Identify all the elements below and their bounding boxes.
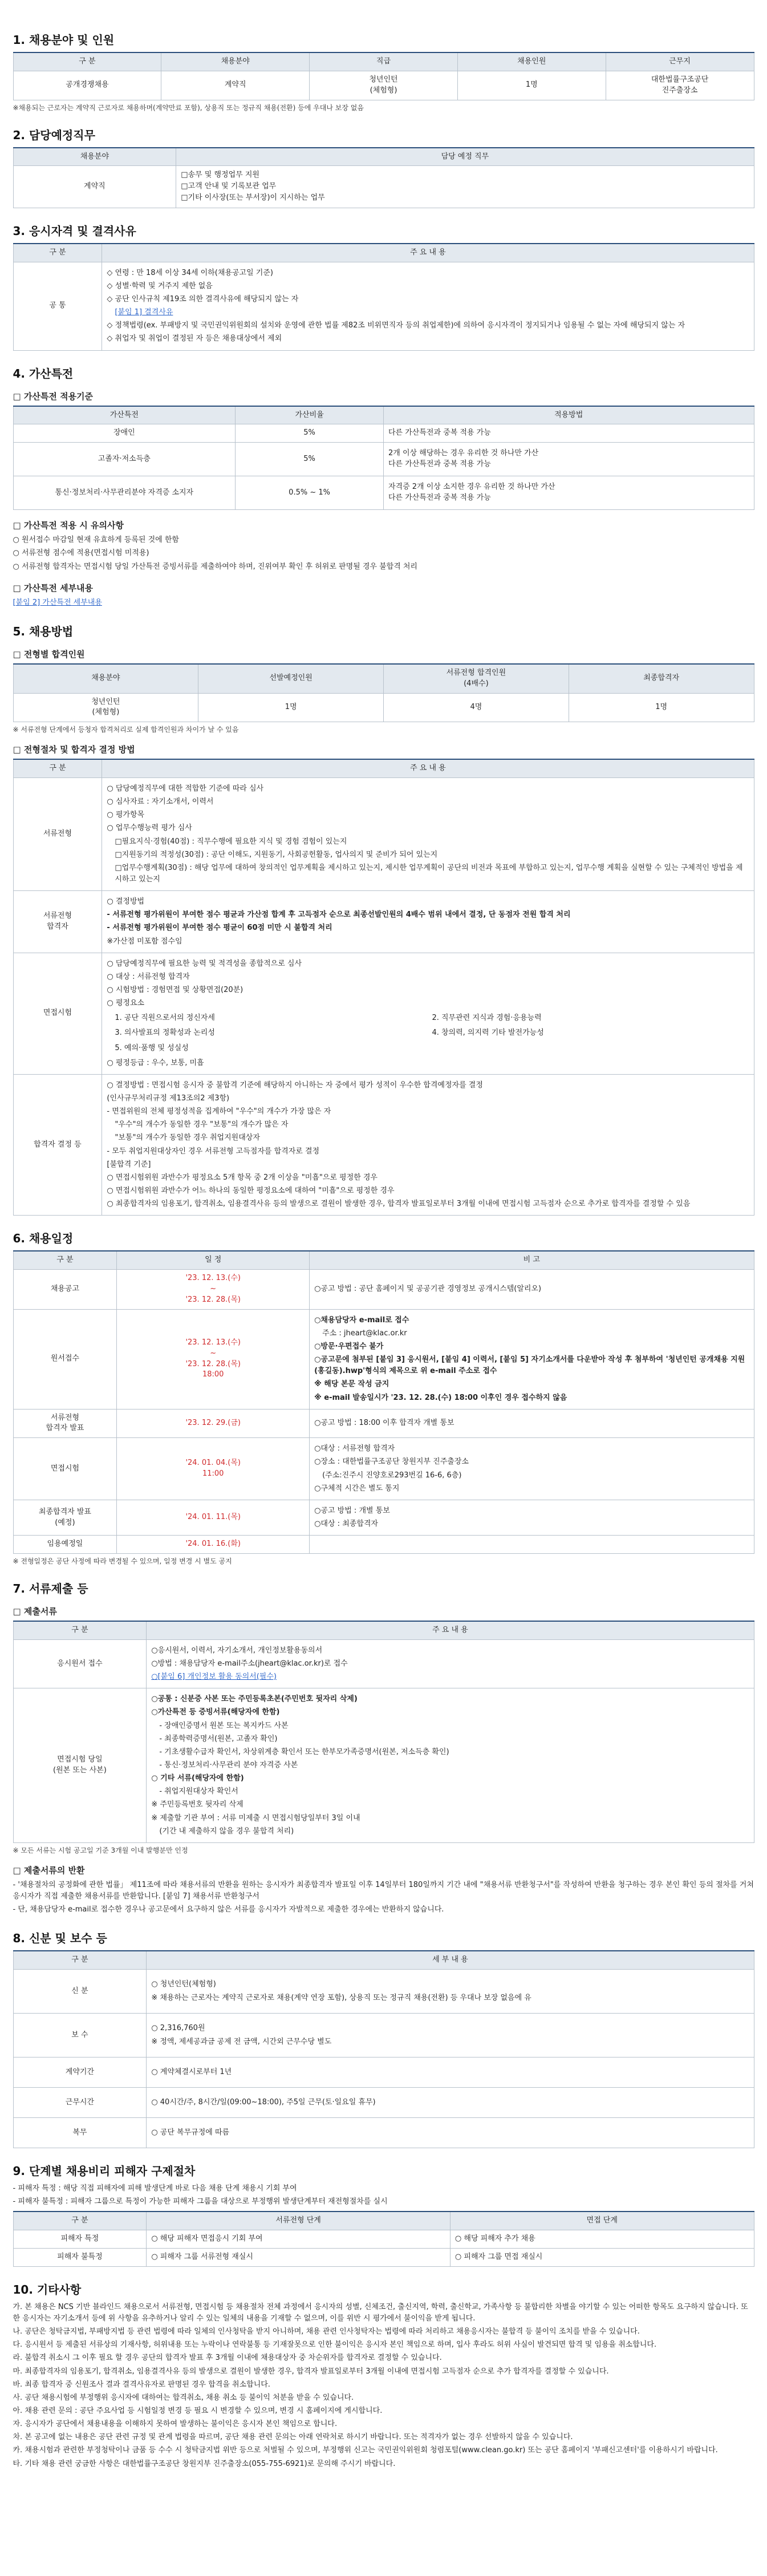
attachment-6-link[interactable]: ○[붙임 6] 개인정보 활용 동의서(필수) [151, 1672, 277, 1682]
list-item: ※ 정액, 제세공과금 공제 전 금액, 시간외 근무수당 별도 [151, 2037, 332, 2046]
date-text: ~ [210, 1284, 217, 1293]
date-text: 11:00 [202, 1469, 224, 1479]
list-item: 바. 최종 합격자 중 신원조사 결과 결격사유자로 판명된 경우 합격을 취소합니다. [13, 2380, 270, 2389]
rating-elements [107, 1011, 749, 1055]
schedule-date [117, 1270, 310, 1310]
table-header: 채용인원 [457, 52, 606, 71]
list-item: 2. 직무관련 지식과 경험·응용능력 [432, 1014, 542, 1023]
table-cell: 피해자 특정 [13, 2230, 147, 2249]
table-cell [147, 1639, 754, 1688]
paragraph: - 단, 채용담당자 e-mail로 접수한 경우나 공고문에서 요구하지 않은 서류를 응시자가 자발적으로 제출한 경우에는 반환하지 않습니다. [13, 1905, 444, 1914]
table-cell: 신 분 [13, 1970, 147, 2014]
table-cell: 대한법률구조공단 진주출장소 [606, 71, 754, 100]
subsection-title: □ 제출서류의 반환 [13, 1865, 85, 1876]
list-item: - 서류전형 평가위원이 부여한 점수 평균과 가산점 합계 후 고득점자 순으로 최종선발인원의 4배수 범위 내에서 결정, 단 동점자 전원 합격 처리 [107, 910, 571, 920]
table-cell [310, 1309, 754, 1409]
documents-table [13, 1621, 754, 1843]
list-item: ◇ 취업자 및 취업이 결정된 자 등은 채용대상에서 제외 [107, 334, 282, 343]
table-header: 가산비율 [236, 406, 384, 424]
list-item: ◇ 정책법령(ex. 부패방지 및 국민권익위원회의 설치와 운영에 관한 법률 제82조 비위면직자 등의 취업제한)에 의하여 응시자격이 정지되거나 임용될 수 없는 자에 해당되지 않는 자 [107, 321, 685, 330]
list-item: 주소 : jheart@klac.or.kr [322, 1328, 407, 1338]
section-title: 3. 응시자격 및 결격사유 [13, 224, 136, 238]
table-header: 채용분야 [13, 148, 176, 166]
list-item: [불합격 기준] [107, 1160, 151, 1169]
section-title: 8. 신분 및 보수 등 [13, 1931, 107, 1946]
list-item: ○공통 : 신분증 사본 또는 주민등록초본(주민번호 뒷자리 삭제) [151, 1695, 358, 1704]
list-item: ○ 대상 : 서류전형 합격자 [107, 972, 190, 981]
table-header: 구 분 [13, 1621, 147, 1639]
subsection-title: □ 가산특전 적용 시 유의사항 [13, 520, 124, 531]
list-item: ○ 청년인턴(체험형) [151, 1980, 216, 1989]
list-item: ○방문·우편접수 불가 [314, 1342, 384, 1351]
list-item: ○대상 : 서류전형 합격자 [314, 1444, 395, 1453]
table-cell: ○ 해당 피해자 추가 채용 [450, 2230, 754, 2249]
list-item: ○ 담당예정직무에 필요한 능력 및 적격성을 종합적으로 심사 [107, 959, 302, 968]
table-cell: 1명 [457, 71, 606, 100]
list-item: ○ 결정방법 [107, 897, 145, 906]
list-item: - 기초생활수급자 확인서, 차상위계층 확인서 또는 한부모가족증명서(원본, 저소득층 확인) [159, 1747, 449, 1756]
list-item: ○구체적 시간은 별도 통지 [314, 1484, 400, 1493]
list-item: ○ 면접시험위원 과반수가 어느 하나의 동일한 평정요소에 대하여 "미흡"으로 평정한 경우 [107, 1186, 395, 1195]
table-cell: 5% [236, 424, 384, 443]
table-cell: 계약기간 [13, 2057, 147, 2088]
table-header: 비 고 [310, 1251, 754, 1269]
table-header: 서류전형 단계 [147, 2212, 451, 2230]
section-title: 5. 채용방법 [13, 624, 74, 638]
list-item: "우수"의 개수가 동일한 경우 "보통"의 개수가 많은 자 [115, 1120, 289, 1129]
table-header: 주 요 내 용 [147, 1621, 754, 1639]
table-header: 주 요 내 용 [102, 759, 754, 777]
list-item: ◇ 연령 : 만 18세 이상 34세 이하(채용공고일 기준) [107, 268, 273, 277]
list-item: ※가산점 미포함 점수임 [107, 937, 182, 946]
date-text: ~ [210, 1348, 217, 1358]
list-item: 타. 기타 채용 관련 궁금한 사항은 대한법률구조공단 창원지부 진주출장소(055-755-6921)로 문의해 주시기 바랍니다. [13, 2459, 396, 2468]
list-item: 마. 최종합격자의 임용포기, 합격취소, 임용결격사유 등의 발생으로 결원이 발생한 경우, 합격자 발표일로부터 3개월 이내에 면접시험 고득점자 순으로 추가 합격자를 결정할 수 있습니다. [13, 2367, 609, 2376]
table-header: 일 정 [117, 1251, 310, 1269]
table-cell: 통신·정보처리·사무관리분야 자격증 소지자 [13, 476, 236, 510]
table-cell: 원서접수 [13, 1309, 117, 1409]
table-header: 구 분 [13, 1951, 147, 1969]
list-item: ○ 담당예정직무에 대한 적합한 기준에 따라 심사 [107, 784, 264, 793]
schedule-date [117, 1438, 310, 1500]
table-cell: 자격증 2개 이상 소지한 경우 유리한 것 하나만 가산 다른 가산특전과 중복 적용 가능 [383, 476, 754, 510]
paragraph: - 피해자 특정 : 해당 직접 피해자에 피해 발생단계 바로 다음 채용 단계 채용시 기회 부여 [13, 2184, 297, 2193]
note: ※ 전형일정은 공단 사정에 따라 변경될 수 있으며, 일정 변경 시 별도 공지 [13, 1557, 232, 1566]
list [181, 170, 749, 204]
list-item: 5. 예의·품행 및 성실성 [115, 1043, 189, 1052]
table-cell [102, 953, 754, 1074]
table-header: 세 부 내 용 [147, 1951, 754, 1969]
list-item: ※ 해당 본문 작성 금지 [314, 1380, 389, 1389]
note: ※ 모든 서류는 시험 공고일 기준 3개월 이내 발행분만 인정 [13, 1846, 188, 1854]
table-cell: 면접시험 [13, 1438, 117, 1500]
table-cell: 공 통 [13, 262, 102, 350]
date-text: 18:00 [202, 1370, 224, 1379]
table-cell: 계약직 [161, 71, 310, 100]
subsection-title: □ 전형절차 및 합격자 결정 방법 [13, 744, 135, 755]
recruit-field-table [13, 52, 754, 100]
list-item: 다. 응시원서 등 제출된 서류상의 기재사항, 허위내용 또는 누락이나 연락불통 등 기재잘못으로 인한 불이익은 응시자 본인 책임으로 하며, 입사 후라도 허위 사실이 발견되면 합격 및 임용을 취소합니다. [13, 2340, 657, 2350]
date-text: '23. 12. 13.(수) [185, 1274, 241, 1283]
schedule-table [13, 1250, 754, 1554]
list-item: 자. 응시자가 공단에서 채용내용을 이해하지 못하여 발생하는 불이익은 응시자 본인 책임으로 합니다. [13, 2420, 338, 2429]
table-header: 구 분 [13, 2212, 147, 2230]
list-item: ○ 심사자료 : 자기소개서, 이력서 [107, 797, 214, 807]
list-item: 라. 불합격 취소시 그 이후 필요 할 경우 공단의 합격자 발표 후 3개월 이내에 채용대상자 중 차순위자를 합격자로 결정할 수 있습니다. [13, 2354, 442, 2363]
list-item: - 취업지원대상자 확인서 [159, 1787, 238, 1796]
list-item: ※ 주민등록번호 뒷자리 삭제 [151, 1800, 244, 1809]
list-item: 아. 채용 관련 문의 : 공단 주요사업 등 시험일정 변경 등 필요 시 변경할 수 있으며, 변경 시 홈페이지에 게시합니다. [13, 2407, 383, 2416]
list-item: ○공고 방법 : 개별 통보 [314, 1506, 390, 1515]
table-cell: 서류전형 [13, 778, 102, 891]
list-item: ○ 서류전형 합격자는 면접시험 당일 가산특전 증빙서류를 제출하여야 하며, 진위여부 확인 후 허위로 판명될 경우 불합격 처리 [13, 562, 417, 571]
recruitment-notice [13, 0, 754, 2483]
date-text: '24. 01. 11.(목) [185, 1513, 241, 1522]
procedure-table [13, 759, 754, 1216]
table-header: 서류전형 합격인원 (4배수) [384, 664, 569, 693]
paragraph: - 피해자 불특정 : 피해자 그룹으로 특정이 가능한 피해자 그룹을 대상으로 부정행위 발생단계부터 재전형절차를 실시 [13, 2197, 388, 2206]
table-cell: 면접시험 당일 (원본 또는 사본) [13, 1688, 147, 1843]
list-item: ○공고 방법 : 18:00 이후 합격자 개별 통보 [314, 1419, 454, 1428]
section-title: 1. 채용분야 및 인원 [13, 33, 115, 47]
table-cell: 청년인턴 (체험형) [13, 693, 198, 722]
list-item: ○ 결정방법 : 면접시험 응시자 중 불합격 기준에 해당하지 아니하는 자 중에서 평가 성적이 우수한 합격예정자를 결정 [107, 1080, 483, 1089]
section-title: 9. 단계별 채용비리 피해자 구제절차 [13, 2164, 196, 2178]
table-cell: 피해자 불특정 [13, 2249, 147, 2267]
section-title: 7. 서류제출 등 [13, 1582, 88, 1596]
schedule-date [117, 1409, 310, 1438]
list-item: □송무 및 행정업무 지원 [181, 171, 259, 180]
table-cell: 청년인턴 (체험형) [310, 71, 458, 100]
list-item: ○ 계약체결시로부터 1년 [151, 2068, 232, 2077]
table-cell [147, 2014, 754, 2057]
list-item: - 장애인증명서 원본 또는 복지카드 사본 [159, 1721, 289, 1730]
list-item: ○응시원서, 이력서, 자기소개서, 개인정보활용동의서 [151, 1646, 323, 1655]
list-item: ○채용담당자 e-mail로 접수 [314, 1315, 409, 1325]
table-header: 최종합격자 [569, 664, 754, 693]
schedule-date [117, 1309, 310, 1409]
table-cell [310, 1500, 754, 1535]
list-item: - 면접위원의 전체 평정성적을 집계하여 "우수"의 개수가 가장 많은 자 [107, 1107, 331, 1116]
list-item: - 통신·정보처리·사무관리 분야 자격증 사본 [159, 1760, 298, 1769]
list-item: □기타 이사장(또는 부서장)이 지시하는 업무 [181, 193, 325, 202]
table-cell: 다른 가산특전과 중복 적용 가능 [383, 424, 754, 443]
table-header: 직급 [310, 52, 458, 71]
table-cell [310, 1438, 754, 1500]
schedule-date [117, 1536, 310, 1554]
table-header: 구 분 [13, 52, 161, 71]
table-cell [102, 1074, 754, 1215]
table-cell: 서류전형 합격자 발표 [13, 1409, 117, 1438]
list-item: ○ 평정등급 : 우수, 보통, 미흡 [107, 1058, 204, 1067]
table-cell: 면접시험 [13, 953, 102, 1074]
list-item: ○ 서류전형 점수에 적용(면접시험 미적용) [13, 549, 149, 558]
table-header: 채용분야 [13, 664, 198, 693]
status-pay-table [13, 1950, 754, 2148]
list-item: (주소:진주시 진양호로293번길 16-6, 6층) [322, 1471, 462, 1480]
list-item: 사. 공단 채용시험에 부정행위 응시자에 대하여는 합격취소, 채용 취소 등 불이익 처분을 받을 수 있습니다. [13, 2393, 354, 2402]
table-cell: 최종합격자 발표 (예정) [13, 1500, 117, 1535]
table-cell: 응시원서 접수 [13, 1639, 147, 1688]
list-item: 카. 채용시험과 관련한 부정청탁이나 금품 등 수수 시 청탁금지법 위반 등으로 처벌될 수 있으며, 부정행위 신고는 국민권익위원회 청렴포털(www.clean.go.kr) 또는 공단 홈페이지 '부패신고센터'를 이용하시기 바랍니다. [13, 2446, 718, 2455]
table-cell: 채용공고 [13, 1270, 117, 1310]
attachment-1-link[interactable]: [붙임 1] 결격사유 [115, 308, 173, 317]
subsection-title: □ 전형별 합격인원 [13, 649, 85, 659]
date-text: '24. 01. 04.(목) [185, 1459, 241, 1468]
table-cell: ○ 피해자 그룹 서류전형 재실시 [147, 2249, 451, 2267]
table-cell: 보 수 [13, 2014, 147, 2057]
date-text: '23. 12. 28.(목) [185, 1359, 241, 1368]
list-item: ○ 평정요소 [107, 999, 145, 1008]
table-cell: 4명 [384, 693, 569, 722]
note: ※ 서류전형 단계에서 등청자 합격처리로 실제 합격인원과 차이가 날 수 있음 [13, 726, 239, 734]
table-cell: 5% [236, 443, 384, 476]
list-item: ○ 기타 서류(해당자에 한함) [151, 1774, 244, 1783]
section-title: 4. 가산특전 [13, 366, 74, 380]
list-item: (인사규무처리규정 제13조의2 제3항) [107, 1094, 230, 1103]
date-text: '24. 01. 16.(화) [185, 1540, 241, 1549]
list-item: □고객 안내 및 기록보관 업무 [181, 182, 277, 191]
table-cell: 고졸자·저소득층 [13, 443, 236, 476]
table-cell [310, 1409, 754, 1438]
table-header: 면접 단계 [450, 2212, 754, 2230]
list-item: ○공고 방법 : 공단 홈페이지 및 공공기관 경영정보 공개시스템(알리오) [314, 1285, 542, 1294]
eligibility-table [13, 243, 754, 351]
subsection-title: □ 제출서류 [13, 1606, 57, 1617]
list-item: □지원동기의 적정성(30점) : 공단 이해도, 지원동기, 사회공헌활동, 업사의지 및 준비가 되어 있는지 [115, 850, 438, 859]
list-item: 4. 창의력, 의지력 기타 발전가능성 [432, 1028, 544, 1038]
section-title: 6. 채용일정 [13, 1232, 74, 1246]
list-item: ○ 2,316,760원 [151, 2024, 205, 2033]
table-header: 선발예정인원 [198, 664, 384, 693]
list-item: ※ 제출할 기관 부여 : 서류 미제출 시 면접시험당일부터 3일 이내 [151, 1813, 360, 1822]
table-header: 주 요 내 용 [102, 244, 754, 262]
table-cell: 임용예정일 [13, 1536, 117, 1554]
table-header: 채용분야 [161, 52, 310, 71]
list-item: ○ 면접시험위원 과반수가 평정요소 5개 항목 중 2개 이상을 "미흡"으로 평정한 경우 [107, 1173, 378, 1182]
section-title: 2. 담당예정직무 [13, 128, 95, 142]
table-cell [102, 778, 754, 891]
list-item: 3. 의사발표의 정확성과 논리성 [115, 1028, 215, 1038]
list-item: □필요지식·경험(40점) : 직무수행에 필요한 지식 및 경험 겸험이 있는지 [115, 837, 347, 846]
table-cell [147, 1688, 754, 1843]
table-cell: 근무시간 [13, 2088, 147, 2118]
table-cell [147, 2057, 754, 2088]
table-cell: 1명 [569, 693, 754, 722]
list-item: ○가산특전 등 증빙서류(해당자에 한함) [151, 1708, 280, 1717]
list-item: ○ 40시간/주, 8시간/일(09:00~18:00), 주5일 근무(토·일요일 휴무) [151, 2098, 376, 2107]
list-item: 1. 공단 직원으로서의 정신자세 [115, 1014, 215, 1023]
duty-table [13, 147, 754, 208]
list-item: ○공고문에 첨부된 [붙임 3] 응시원서, [붙임 4] 이력서, [붙임 5] 자기소개서를 다운받아 작성 후 첨부하여 '청년인턴 공개채용 지원(홍길동).hwp'형식의 제목으로 위 e-mail 주소로 접수 [314, 1355, 745, 1376]
table-cell [147, 2088, 754, 2118]
table-cell: 0.5% ~ 1% [236, 476, 384, 510]
table-cell: 2개 이상 해당하는 경우 유리한 것 하나만 가산 다른 가산특전과 중복 적용 가능 [383, 443, 754, 476]
table-cell [147, 1970, 754, 2014]
list-item: □업무수행계획(30점) : 해당 업무에 대하여 창의적인 업무계획을 제시하고 있는지, 제시한 업무계획이 공단의 비전과 목표에 부합하고 있는지, 업무수행 계획을 실현할 수 있는 구체적인 방법을 제시하고 있는지 [115, 863, 743, 884]
paragraph: - '채용절차의 공정화에 관한 법률」 제11조에 따라 채용서류의 반환을 원하는 응시자가 최종합격자 발표일 이후 14일부터 180일까지 기간 내에 "채용서류 반환청구서"를 작성하여 반환을 청구하는 경우 본인 확인 등의 절차를 거쳐 응시자가 직접 제출한 채용서류를 반환합니다. [붙임 7] 채용서류 반환청구서 [13, 1880, 754, 1901]
table-cell: ○ 피해자 그룹 면접 재실시 [450, 2249, 754, 2267]
table-cell [310, 1270, 754, 1310]
table-cell: 1명 [198, 693, 384, 722]
list-item: ○ 시험방법 : 경험면접 및 상황면접(20분) [107, 986, 244, 995]
list-item: - 서류전형 평가위원이 부여한 점수 평균이 60점 미만 시 불합격 처리 [107, 924, 332, 933]
table-cell [102, 891, 754, 953]
table-header: 담당 예정 직무 [176, 148, 754, 166]
table-cell: 합격자 결정 등 [13, 1074, 102, 1215]
list-item: 가. 본 채용은 NCS 기반 블라인드 채용으로서 서류전형, 면접시험 등 채용절차 전체 과정에서 응시자의 성별, 신체조건, 출신지역, 학력, 출신학교, 가족사항 등 불합리한 차별을 야기할 수 있는 어떠한 항목도 요구하지 않습니다. 또한 응시자는 자기소개서 등에 위 사항을 유추하거나 알리 수 있는 일체의 내용을 기재할 수 없으며, 이를 위반 시 평가에서 불이익을 받게 됩니다. [13, 2302, 748, 2323]
table-header: 구 분 [13, 759, 102, 777]
eligibility-list [102, 262, 754, 350]
schedule-date [117, 1500, 310, 1535]
list-item: (기간 내 제출하지 않을 경우 불합격 처리) [159, 1826, 294, 1836]
section-title: 10. 기타사항 [13, 2282, 82, 2296]
table-header: 가산특전 [13, 406, 236, 424]
list-item: 차. 본 공고에 없는 내용은 공단 관련 규정 및 관계 법령을 따르며, 공단 채용 관련 문의는 아래 연락처로 하시기 바랍니다. 또는 적격자가 없는 경우 선발하지 않을 수 있습니다. [13, 2433, 573, 2442]
list-item: ○장소 : 대한법률구조공단 창원지부 진주출장소 [314, 1457, 469, 1467]
pass-count-table [13, 663, 754, 722]
date-text: '23. 12. 28.(목) [185, 1295, 241, 1304]
duty-list [176, 166, 754, 208]
list-item: "보통"의 개수가 동일한 경우 취업지원대상자 [115, 1133, 260, 1143]
list-item: - 모두 취업지원대상자인 경우 서류전형 고득점자를 합격자로 결정 [107, 1147, 320, 1156]
list-item: ◇ 공단 인사규칙 제19조 의한 결격사유에 해당되지 않는 자 [107, 295, 299, 304]
list-item: ○ 업무수행능력 평가 심사 [107, 824, 192, 833]
date-text: '23. 12. 29.(금) [185, 1419, 241, 1428]
list-item: ※ e-mail 발송일시가 '23. 12. 28.(수) 18:00 이후인 경우 접수하지 않음 [314, 1393, 567, 1402]
list-item: ○ 최종합격자의 임용포기, 합격취소, 임용결격사유 등의 발생으로 결원이 발생한 경우, 합격자 발표일로부터 3개월 이내에 면접시험 고득점자 순으로 추가로 합격자를 결정할 수 있음 [107, 1200, 691, 1209]
list-item: - 최종학력증명서(원본, 고졸자 확인) [159, 1734, 278, 1743]
table-header: 구 분 [13, 1251, 117, 1269]
table-cell [310, 1536, 754, 1554]
table-header: 근무지 [606, 52, 754, 71]
table-header: 적용방법 [383, 406, 754, 424]
table-cell: ○ 해당 피해자 면접응시 기회 부여 [147, 2230, 451, 2249]
bonus-table [13, 406, 754, 511]
list-item: ○ 평가항목 [107, 811, 145, 820]
list-item: ※ 채용하는 근로자는 계약직 근로자로 채용(계약 연장 포함), 상용직 또는 정규직 채용(전환) 등 우대나 보장 없음에 유 [151, 1993, 531, 2002]
table-cell [147, 2118, 754, 2148]
attachment-2-link[interactable]: [붙임 2] 가산특전 세부내용 [13, 598, 102, 607]
subsection-title: □ 가산특전 적용기준 [13, 391, 94, 402]
list-item: ○ 원서접수 마감일 현재 유효하게 등록된 것에 한함 [13, 536, 179, 545]
remedy-table [13, 2211, 754, 2267]
table-cell: 장애인 [13, 424, 236, 443]
list-item: ○방법 : 채용담당자 e-mail주소(jheart@klac.or.kr)로 접수 [151, 1659, 348, 1668]
date-text: '23. 12. 13.(수) [185, 1338, 241, 1347]
table-cell: 계약직 [13, 166, 176, 208]
misc-list [13, 2302, 754, 2470]
table-cell: 복무 [13, 2118, 147, 2148]
list-item: ○ 공단 복무규정에 따름 [151, 2128, 230, 2137]
note: ※채용되는 근로자는 계약직 근로자로 채용하며(계약만료 포함), 상용직 또는 정규직 채용(전환) 등에 우대나 보장 없음 [13, 103, 364, 112]
list-item: ◇ 성별·학력 및 거주지 제한 없음 [107, 281, 213, 290]
table-cell: 공개경쟁채용 [13, 71, 161, 100]
table-cell: 서류전형 합격자 [13, 891, 102, 953]
subsection-title: □ 가산특전 세부내용 [13, 582, 94, 593]
list-item: 나. 공단은 청탁금지법, 부패방지법 등 관련 법령에 따라 일체의 인사청탁을 받지 아니하며, 채용 관련 인사청탁자는 법령에 따라 처리하고 채용응시자는 불합격 등 불이익 조치를 받을 수 있습니다. [13, 2327, 640, 2336]
list-item: ○대상 : 최종합격자 [314, 1520, 378, 1529]
table-header: 구 분 [13, 244, 102, 262]
